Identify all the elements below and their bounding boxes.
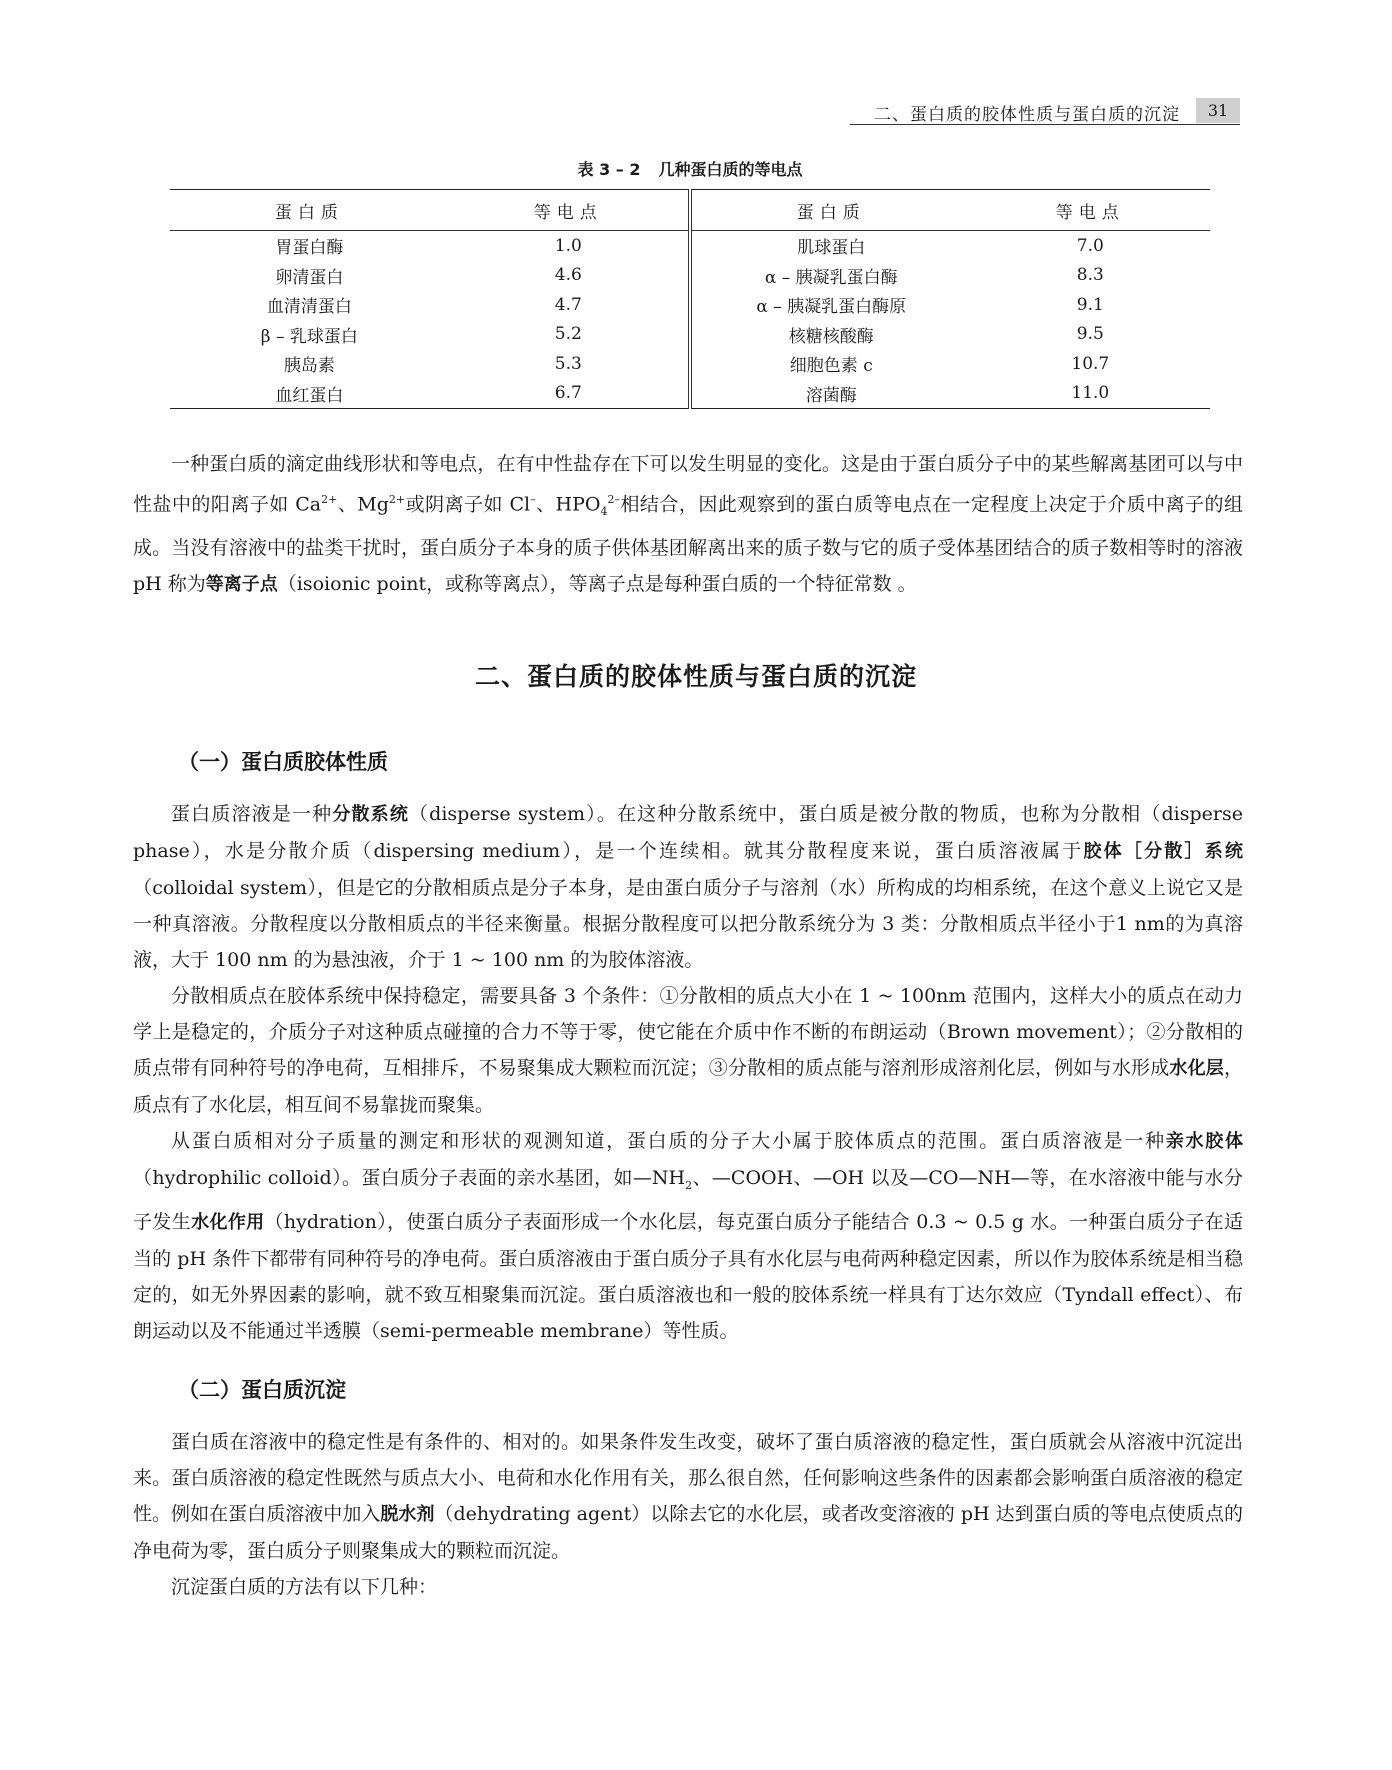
table-cell: β – 乳球蛋白 bbox=[260, 326, 358, 347]
table-caption bbox=[170, 157, 1210, 180]
table-cell: α – 胰凝乳蛋白酶原 bbox=[756, 297, 907, 318]
paragraph: 分散相质点在胶体系统中保持稳定，需要具备 3 个条件：①分散相的质点大小在 1 ~ 100nm 范围内，这样大小的质点在动力学上是稳定的，介质分子对这种质点碰撞的合力不等于零，使它能在介质中作不断的布朗运动（Brown movement）；②分散相的质点带有同种符号的净电荷，互相排斥，不易聚集成大颗粒而沉淀；③分散相的质点能与溶剂形成溶剂化层，例如与水形成水化层，质点有了水化层，相互间不易靠拢而聚集。 bbox=[133, 985, 1243, 1116]
page-number: 31 bbox=[1196, 98, 1240, 123]
subheading-precipitation: （二）蛋白质沉淀 bbox=[178, 1378, 346, 1402]
intro-text bbox=[133, 446, 1243, 603]
table-cell: 4.6 bbox=[449, 261, 690, 291]
paragraph: 从蛋白质相对分子质量的测定和形状的观测知道，蛋白质的分子大小属于胶体质点的范围。蛋白质溶液是一种亲水胶体（hydrophilic colloid）。蛋白质分子表面的亲水基团，如$—NH_2$、—COOH、—OH 以及—CO—NH—等，在水溶液中能与水分子发生水化作用（hydration），使蛋白质分子表面形成一个水化层，每克蛋白质分子能结合 0.3 ~ 0.5 g 水。一种蛋白质分子在适当的 pH 条件下都带有同种符号的净电荷。蛋白质溶液由于蛋白质分子具有水化层与电荷两种稳定因素，所以作为胶体系统是相当稳定的，如无外界因素的影响，就不致互相聚集而沉淀。蛋白质溶液也和一般的胶体系统一样具有丁达尔效应（Tyndall effect）、布朗运动以及不能通过半透膜（semi-permeable membrane）等性质。 bbox=[133, 1130, 1243, 1342]
table-cell: 9.1 bbox=[1076, 294, 1104, 315]
table-cell: 9.5 bbox=[1076, 324, 1104, 345]
section-title: 二、蛋白质的胶体性质与蛋白质的沉淀 bbox=[474, 662, 917, 691]
table-row bbox=[170, 349, 1210, 379]
running-header-title: 二、蛋白质的胶体性质与蛋白质的沉淀 bbox=[874, 105, 1180, 125]
table-cell: 肌球蛋白 bbox=[797, 238, 866, 259]
table-row bbox=[170, 320, 1210, 350]
table-cell: 细胞色素 c bbox=[789, 356, 873, 377]
precipitation-text bbox=[133, 1424, 1243, 1605]
table-cell: 5.2 bbox=[449, 320, 690, 350]
table-caption-label: 表 3 – 2 bbox=[577, 160, 641, 179]
key-term: 水化作用 bbox=[191, 1211, 265, 1233]
subheading-colloid: （一）蛋白质胶体性质 bbox=[178, 750, 388, 774]
key-term: 分散系统 bbox=[332, 804, 410, 825]
table-row bbox=[170, 261, 1210, 291]
key-term: 亲水胶体 bbox=[1165, 1131, 1243, 1152]
table-row bbox=[170, 379, 1210, 409]
table-header-row bbox=[170, 190, 1210, 231]
column-header-pi: 等电点 bbox=[449, 190, 690, 231]
paragraph: 蛋白质溶液是一种分散系统（disperse system）。在这种分散系统中，蛋白质是被分散的物质，也称为分散相（disperse phase），水是分散介质（dispersing medium），是一个连续相。就其分散程度来说，蛋白质溶液属于胶体［分散］系统（colloidal system），但是它的分散相质点是分子本身，是由蛋白质分子与溶剂（水）所构成的均相系统，在这个意义上说它又是一种真溶液。分散程度以分散相质点的半径来衡量。根据分散程度可以把分散系统分为 3 类：分散相质点半径小于1 nm的为真溶液，大于 100 nm 的为悬浊液，介于 1 ~ 100 nm 的为胶体溶液。 bbox=[133, 803, 1243, 971]
table-cell: 胰岛素 bbox=[283, 356, 335, 377]
table-row bbox=[170, 231, 1210, 261]
key-term: 胶体［分散］系统 bbox=[1083, 841, 1243, 862]
table-cell: 5.3 bbox=[449, 349, 690, 379]
table-cell: 卵清蛋白 bbox=[275, 267, 344, 288]
paragraph: 一种蛋白质的滴定曲线形状和等电点，在有中性盐存在下可以发生明显的变化。这是由于蛋白质分子中的某些解离基团可以与中性盐中的阳离子如 $Ca^{2+}$、$Mg^{2+}$或阴离子如 Cl–、$HPO_4^{2-}$相结合，因此观察到的蛋白质等电点在一定程度上决定于介质中离子的组成。当没有溶液中的盐类干扰时，蛋白质分子本身的质子供体基团解离出来的质子数与它的质子受体基团结合的质子数相等时的溶液 pH 称为等离子点（isoionic point，或称等离点），等离子点是每种蛋白质的一个特征常数 。 bbox=[133, 453, 1243, 596]
table-cell: 溶菌酶 bbox=[805, 385, 857, 406]
table-cell: 4.7 bbox=[449, 290, 690, 320]
running-header bbox=[850, 98, 1240, 125]
table-cell: 10.7 bbox=[1071, 353, 1110, 374]
table-cell: 胃蛋白酶 bbox=[275, 238, 344, 259]
key-term: 等离子点 bbox=[205, 574, 278, 596]
table-cell: 血红蛋白 bbox=[275, 385, 344, 406]
table-cell: 血清清蛋白 bbox=[266, 297, 352, 318]
table-cell: 6.7 bbox=[449, 379, 690, 409]
paragraph: 沉淀蛋白质的方法有以下几种： bbox=[171, 1576, 438, 1598]
column-header-protein: 蛋白质 bbox=[274, 202, 344, 223]
colloid-text bbox=[133, 796, 1243, 1349]
column-header-protein: 蛋白质 bbox=[796, 202, 866, 223]
table-cell: 8.3 bbox=[1076, 265, 1104, 286]
table-cell: 1.0 bbox=[449, 231, 690, 261]
column-header-pi: 等电点 bbox=[1055, 202, 1125, 223]
table-row bbox=[170, 290, 1210, 320]
table-cell: α – 胰凝乳蛋白酶 bbox=[764, 267, 898, 288]
paragraph: 蛋白质在溶液中的稳定性是有条件的、相对的。如果条件发生改变，破坏了蛋白质溶液的稳定性，蛋白质就会从溶液中沉淀出来。蛋白质溶液的稳定性既然与质点大小、电荷和水化作用有关，那么很自然，任何影响这些条件的因素都会影响蛋白质溶液的稳定性。例如在蛋白质溶液中加入脱水剂（dehydrating agent）以除去它的水化层，或者改变溶液的 pH 达到蛋白质的等电点使质点的净电荷为零，蛋白质分子则聚集成大的颗粒而沉淀。 bbox=[133, 1431, 1243, 1562]
key-term: 脱水剂 bbox=[380, 1504, 435, 1525]
isoelectric-point-table bbox=[170, 189, 1210, 409]
table-cell: 7.0 bbox=[1076, 235, 1104, 256]
key-term: 水化层 bbox=[1169, 1058, 1224, 1079]
table-cell: 11.0 bbox=[1071, 383, 1110, 404]
table-cell: 核糖核酸酶 bbox=[788, 326, 874, 347]
table-caption-title: 几种蛋白质的等电点 bbox=[658, 160, 803, 179]
